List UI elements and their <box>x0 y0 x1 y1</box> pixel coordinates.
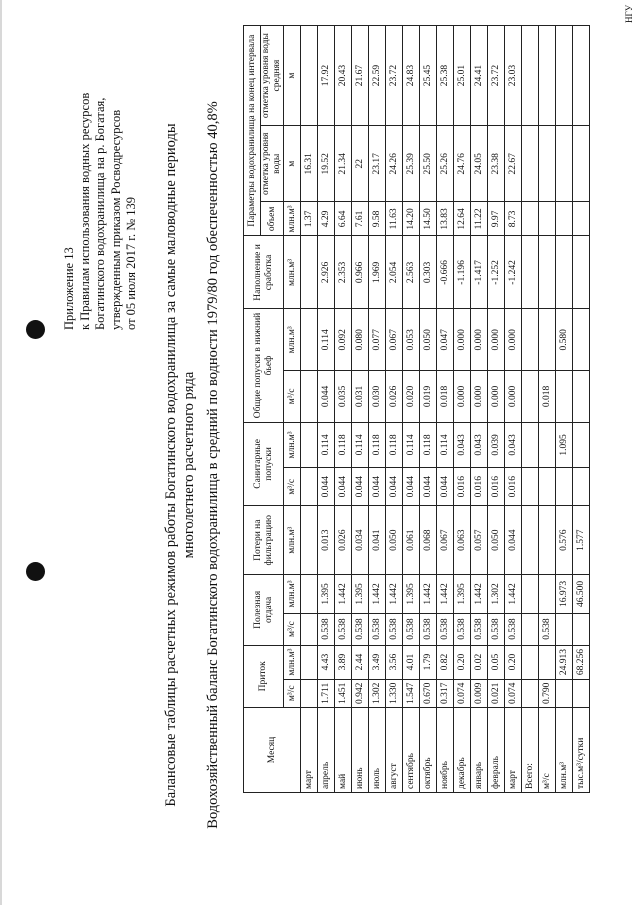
col-header-volume: объем <box>261 202 284 236</box>
table-cell <box>522 371 539 422</box>
table-cell: 68.256 <box>573 645 590 679</box>
table-cell <box>556 468 573 506</box>
table-cell: 1.577 <box>573 506 590 575</box>
table-cell: 0.043 <box>454 422 471 468</box>
page-title-line1: Балансовые таблицы расчетных режимов работы Богатинского водохранилища за самые маловодные периоды <box>163 123 179 807</box>
appendix-line: от 05 июля 2017 г. № 139 <box>124 196 139 330</box>
table-cell: 1.302 <box>488 575 505 613</box>
table-cell <box>522 422 539 468</box>
table-cell: 0.050 <box>386 506 403 575</box>
table-cell <box>556 371 573 422</box>
col-header-level: отметка уровня воды <box>261 126 284 202</box>
table-cell <box>556 26 573 126</box>
col-header-level-avg: отметка уровня воды средняя <box>261 26 284 126</box>
table-cell <box>539 506 556 575</box>
table-cell: 0.074 <box>505 679 522 707</box>
table-cell: 0.538 <box>454 613 471 645</box>
row-label-cell: м³/с <box>539 708 556 793</box>
table-cell: 3.49 <box>369 645 386 679</box>
table-cell: 0.074 <box>454 679 471 707</box>
table-cell: 0.576 <box>556 506 573 575</box>
table-cell: 13.83 <box>437 202 454 236</box>
table-cell: 0.031 <box>352 371 369 422</box>
table-cell <box>539 645 556 679</box>
table-cell: 0.044 <box>403 468 420 506</box>
table-cell: 1.095 <box>556 422 573 468</box>
table-cell: 0.016 <box>471 468 488 506</box>
table-cell <box>301 613 318 645</box>
table-cell: 25.38 <box>437 26 454 126</box>
row-label-cell: февраль <box>488 708 505 793</box>
table-cell: 1.79 <box>420 645 437 679</box>
table-cell: 0.043 <box>505 422 522 468</box>
table-cell: 3.56 <box>386 645 403 679</box>
table-row <box>522 26 539 793</box>
table-cell: 1.451 <box>335 679 352 707</box>
table-row <box>488 26 505 793</box>
table-cell: 0.000 <box>488 309 505 371</box>
table-cell: 0.114 <box>403 422 420 468</box>
table-row <box>301 26 318 793</box>
table-cell: 24.05 <box>471 126 488 202</box>
table-cell: 0.538 <box>539 613 556 645</box>
table-cell <box>522 613 539 645</box>
table-cell: 14.50 <box>420 202 437 236</box>
side-label: НГУ <box>624 4 634 23</box>
table-cell: 0.114 <box>318 422 335 468</box>
table-cell: 11.22 <box>471 202 488 236</box>
table-cell: 1.442 <box>386 575 403 613</box>
appendix-line: Приложение 13 <box>62 247 76 330</box>
unit-cell: млн.м³ <box>284 645 301 679</box>
table-cell: 0.044 <box>505 506 522 575</box>
table-cell: 0.044 <box>420 468 437 506</box>
table-cell: 12.64 <box>454 202 471 236</box>
table-cell: 0.016 <box>488 468 505 506</box>
row-label-cell: тыс.м³/сутки <box>573 708 590 793</box>
table-cell <box>522 309 539 371</box>
table-cell: 1.969 <box>369 236 386 309</box>
table-cell <box>539 468 556 506</box>
table-row <box>403 26 420 793</box>
table-cell: 0.018 <box>437 371 454 422</box>
appendix-line: утвержденным приказом Росводресурсов <box>108 109 123 330</box>
table-cell <box>301 679 318 707</box>
row-label-cell: декабрь <box>454 708 471 793</box>
row-label-cell: август <box>386 708 403 793</box>
table-cell <box>522 575 539 613</box>
table-cell: 25.50 <box>420 126 437 202</box>
table-cell: 21.67 <box>352 26 369 126</box>
table-cell: 22.59 <box>369 26 386 126</box>
table-cell: 0.118 <box>386 422 403 468</box>
row-label-cell: июль <box>369 708 386 793</box>
table-row <box>386 26 403 793</box>
table-cell: 8.73 <box>505 202 522 236</box>
table-cell: 0.538 <box>437 613 454 645</box>
table-cell: 0.041 <box>369 506 386 575</box>
table-cell: 23.03 <box>505 26 522 126</box>
table-cell: 0.000 <box>471 309 488 371</box>
table-cell: -1.252 <box>488 236 505 309</box>
table-cell: 7.61 <box>352 202 369 236</box>
table-cell: 0.044 <box>386 468 403 506</box>
table-cell <box>522 26 539 126</box>
table-cell: 0.021 <box>488 679 505 707</box>
table-cell: 2.44 <box>352 645 369 679</box>
unit-cell: м <box>284 26 301 126</box>
table-cell: 25.01 <box>454 26 471 126</box>
table-cell <box>573 422 590 468</box>
table-cell <box>301 506 318 575</box>
unit-cell: м³/с <box>284 468 301 506</box>
table-cell: 0.114 <box>352 422 369 468</box>
table-cell: 0.016 <box>505 468 522 506</box>
table-cell: 16.31 <box>301 126 318 202</box>
table-cell: 25.39 <box>403 126 420 202</box>
col-header-params: Параметры водохранилища на конец интервала <box>244 26 261 236</box>
table-cell: 24.26 <box>386 126 403 202</box>
unit-cell: млн.м³ <box>284 236 301 309</box>
table-cell <box>573 613 590 645</box>
table-cell: 0.067 <box>437 506 454 575</box>
col-header-filling: Наполнение и сработка <box>244 236 284 309</box>
table-row <box>505 26 522 793</box>
table-cell: -1.196 <box>454 236 471 309</box>
table-cell: 0.966 <box>352 236 369 309</box>
table-row <box>573 26 590 793</box>
table-cell: 0.044 <box>369 468 386 506</box>
table-cell: 0.053 <box>403 309 420 371</box>
unit-cell: м <box>284 126 301 202</box>
col-header-month: Месяц <box>244 708 301 793</box>
table-cell: 0.118 <box>369 422 386 468</box>
row-label-cell: май <box>335 708 352 793</box>
table-cell: 2.926 <box>318 236 335 309</box>
table-cell <box>573 26 590 126</box>
table-cell: 0.026 <box>386 371 403 422</box>
table-cell: 23.17 <box>369 126 386 202</box>
table-cell <box>556 126 573 202</box>
table-cell: 0.538 <box>318 613 335 645</box>
table-cell <box>522 468 539 506</box>
table-cell: 1.442 <box>335 575 352 613</box>
table-cell <box>522 126 539 202</box>
table-cell: 0.016 <box>454 468 471 506</box>
appendix-line: Богатинского водохранилища на р. Богатая, <box>93 97 108 330</box>
row-label-cell: сентябрь <box>403 708 420 793</box>
table-cell: 0.034 <box>352 506 369 575</box>
table-cell: 24.913 <box>556 645 573 679</box>
table-cell: 2.054 <box>386 236 403 309</box>
table-cell: 16.973 <box>556 575 573 613</box>
table-cell: 0.044 <box>318 371 335 422</box>
table-cell: 1.395 <box>352 575 369 613</box>
table-cell <box>573 236 590 309</box>
table-cell: 0.538 <box>420 613 437 645</box>
table-cell <box>522 679 539 707</box>
unit-cell: млн.м³ <box>284 309 301 371</box>
table-row <box>420 26 437 793</box>
table-cell <box>522 202 539 236</box>
page-title <box>162 25 198 905</box>
table-title: Водохозяйственный баланс Богатинского водохранилища в средний по водности 1979/80 год обеспеченностью 40,8% <box>205 101 221 829</box>
table-cell: 24.76 <box>454 126 471 202</box>
table-cell: 0.035 <box>335 371 352 422</box>
table-cell: 23.72 <box>386 26 403 126</box>
table-cell: 19.52 <box>318 126 335 202</box>
table-cell: 22 <box>352 126 369 202</box>
table-cell: 24.83 <box>403 26 420 126</box>
table-cell: 1.395 <box>403 575 420 613</box>
table-cell: 3.89 <box>335 645 352 679</box>
table-cell: 0.303 <box>420 236 437 309</box>
table-row <box>335 26 352 793</box>
unit-cell: млн.м³ <box>284 506 301 575</box>
water-balance-table <box>243 25 590 793</box>
table-cell <box>556 679 573 707</box>
table-cell: 2.353 <box>335 236 352 309</box>
table-cell: 0.000 <box>454 309 471 371</box>
table-cell: 0.061 <box>403 506 420 575</box>
col-header-useful: Полезная отдача <box>244 575 284 645</box>
table-cell: 0.538 <box>369 613 386 645</box>
table-cell: 0.20 <box>505 645 522 679</box>
col-header-sanitary: Санитарные попуски <box>244 422 284 506</box>
table-cell: 22.67 <box>505 126 522 202</box>
table-cell: 9.97 <box>488 202 505 236</box>
unit-cell: млн.м³ <box>284 422 301 468</box>
row-label-cell: январь <box>471 708 488 793</box>
table-cell: 9.58 <box>369 202 386 236</box>
row-label-cell: апрель <box>318 708 335 793</box>
table-cell <box>556 236 573 309</box>
table-cell: 0.05 <box>488 645 505 679</box>
table-cell: 11.63 <box>386 202 403 236</box>
table-cell <box>556 613 573 645</box>
table-cell: 0.114 <box>318 309 335 371</box>
table-cell <box>573 371 590 422</box>
table-row <box>352 26 369 793</box>
table-cell: 0.538 <box>403 613 420 645</box>
table-cell: 0.790 <box>539 679 556 707</box>
table-row <box>454 26 471 793</box>
table-cell: 23.38 <box>488 126 505 202</box>
table-cell: 0.050 <box>488 506 505 575</box>
table-cell: 0.114 <box>437 422 454 468</box>
table-cell: 0.020 <box>403 371 420 422</box>
table-cell: 1.330 <box>386 679 403 707</box>
table-cell: 0.000 <box>505 371 522 422</box>
table-cell <box>301 26 318 126</box>
table-cell: 0.538 <box>352 613 369 645</box>
table-cell <box>522 645 539 679</box>
header-row-1 <box>244 26 261 793</box>
row-label-cell: октябрь <box>420 708 437 793</box>
table-cell <box>301 422 318 468</box>
table-cell <box>539 202 556 236</box>
table-cell: 0.118 <box>420 422 437 468</box>
col-header-inflow: Приток <box>244 645 284 707</box>
table-cell: 0.000 <box>471 371 488 422</box>
header-units-row <box>284 26 301 793</box>
table-cell <box>539 126 556 202</box>
appendix-block <box>62 93 140 330</box>
row-label-cell: март <box>301 708 318 793</box>
table-cell: 0.044 <box>352 468 369 506</box>
table-cell: 1.547 <box>403 679 420 707</box>
table-cell: 0.026 <box>335 506 352 575</box>
table-cell: 0.538 <box>488 613 505 645</box>
appendix-line: к Правилам использования водных ресурсов <box>77 92 92 330</box>
table-cell: 0.538 <box>471 613 488 645</box>
table-cell: 0.092 <box>335 309 352 371</box>
table-cell <box>301 468 318 506</box>
table-cell: 0.068 <box>420 506 437 575</box>
table-cell <box>522 236 539 309</box>
unit-cell: м³/с <box>284 613 301 645</box>
table-cell <box>301 575 318 613</box>
table-cell <box>556 202 573 236</box>
table-cell: 0.538 <box>505 613 522 645</box>
table-cell: 6.64 <box>335 202 352 236</box>
table-cell: 2.563 <box>403 236 420 309</box>
table-row <box>471 26 488 793</box>
table-cell: 0.030 <box>369 371 386 422</box>
table-cell: 4.29 <box>318 202 335 236</box>
table-cell: 25.26 <box>437 126 454 202</box>
table-cell: 1.395 <box>454 575 471 613</box>
table-cell: 0.009 <box>471 679 488 707</box>
table-cell <box>573 679 590 707</box>
table-cell: 17.92 <box>318 26 335 126</box>
table-cell <box>539 422 556 468</box>
table-cell <box>573 126 590 202</box>
table-cell <box>539 309 556 371</box>
table-row <box>556 26 573 793</box>
table-cell: 0.057 <box>471 506 488 575</box>
table-cell: 1.442 <box>420 575 437 613</box>
table-cell: 23.72 <box>488 26 505 126</box>
table-cell <box>301 645 318 679</box>
table-cell: 0.080 <box>352 309 369 371</box>
table-cell: 1.37 <box>301 202 318 236</box>
table-cell: 0.063 <box>454 506 471 575</box>
table-cell: 24.41 <box>471 26 488 126</box>
table-cell: 0.000 <box>454 371 471 422</box>
unit-cell: м³/с <box>284 679 301 707</box>
table-cell: 0.942 <box>352 679 369 707</box>
table-cell <box>539 26 556 126</box>
table-cell: 0.019 <box>420 371 437 422</box>
table-cell <box>573 309 590 371</box>
table-cell: 20.43 <box>335 26 352 126</box>
table-cell: 0.000 <box>505 309 522 371</box>
table-cell: 0.000 <box>488 371 505 422</box>
table-body <box>301 26 590 793</box>
row-label-cell: ноябрь <box>437 708 454 793</box>
table-cell: 21.34 <box>335 126 352 202</box>
table-cell: -1.242 <box>505 236 522 309</box>
table-cell: 46.500 <box>573 575 590 613</box>
table-row <box>437 26 454 793</box>
table-cell <box>301 236 318 309</box>
table-cell: 0.538 <box>335 613 352 645</box>
table-cell: 1.442 <box>437 575 454 613</box>
row-label-cell: июнь <box>352 708 369 793</box>
table-cell <box>573 468 590 506</box>
table-cell: -0.666 <box>437 236 454 309</box>
table-cell: 0.077 <box>369 309 386 371</box>
table-cell: 0.067 <box>386 309 403 371</box>
table-cell: 0.670 <box>420 679 437 707</box>
table-cell: 0.039 <box>488 422 505 468</box>
table-cell: 1.395 <box>318 575 335 613</box>
table-row <box>539 26 556 793</box>
table-cell: 0.047 <box>437 309 454 371</box>
table-cell: 1.442 <box>471 575 488 613</box>
table-cell: 1.711 <box>318 679 335 707</box>
table-cell: 0.317 <box>437 679 454 707</box>
table-row <box>318 26 335 793</box>
table-cell: 0.118 <box>335 422 352 468</box>
table-cell: 1.302 <box>369 679 386 707</box>
row-label-cell: Всего: <box>522 708 539 793</box>
table-cell: -1.417 <box>471 236 488 309</box>
rotated-page <box>0 4 640 905</box>
table-cell: 0.043 <box>471 422 488 468</box>
table-cell: 0.02 <box>471 645 488 679</box>
row-label-cell: март <box>505 708 522 793</box>
table-cell: 0.82 <box>437 645 454 679</box>
table-cell: 4.43 <box>318 645 335 679</box>
table-row <box>369 26 386 793</box>
table-cell: 14.20 <box>403 202 420 236</box>
table-cell: 0.018 <box>539 371 556 422</box>
table-cell: 0.013 <box>318 506 335 575</box>
unit-cell: м³/с <box>284 371 301 422</box>
table-cell <box>522 506 539 575</box>
col-header-filtration: Потери на фильтрацию <box>244 506 284 575</box>
col-header-total: Общие попуски в нижний бьеф <box>244 309 284 422</box>
page-title-line2: многолетнего расчетного ряда <box>181 371 197 559</box>
unit-cell: млн.м³ <box>284 202 301 236</box>
table-cell <box>301 371 318 422</box>
table-cell <box>539 575 556 613</box>
table-cell: 0.20 <box>454 645 471 679</box>
row-label-cell: млн.м³ <box>556 708 573 793</box>
table-cell: 0.044 <box>335 468 352 506</box>
table-cell: 4.01 <box>403 645 420 679</box>
table-cell <box>301 309 318 371</box>
table-cell: 0.044 <box>437 468 454 506</box>
table-cell: 0.580 <box>556 309 573 371</box>
table-cell: 0.050 <box>420 309 437 371</box>
unit-cell: млн.м³ <box>284 575 301 613</box>
table-cell: 1.442 <box>505 575 522 613</box>
table-cell <box>573 202 590 236</box>
table-cell: 25.45 <box>420 26 437 126</box>
table-cell: 1.442 <box>369 575 386 613</box>
table-cell: 0.538 <box>386 613 403 645</box>
table-cell <box>539 236 556 309</box>
table-cell: 0.044 <box>318 468 335 506</box>
